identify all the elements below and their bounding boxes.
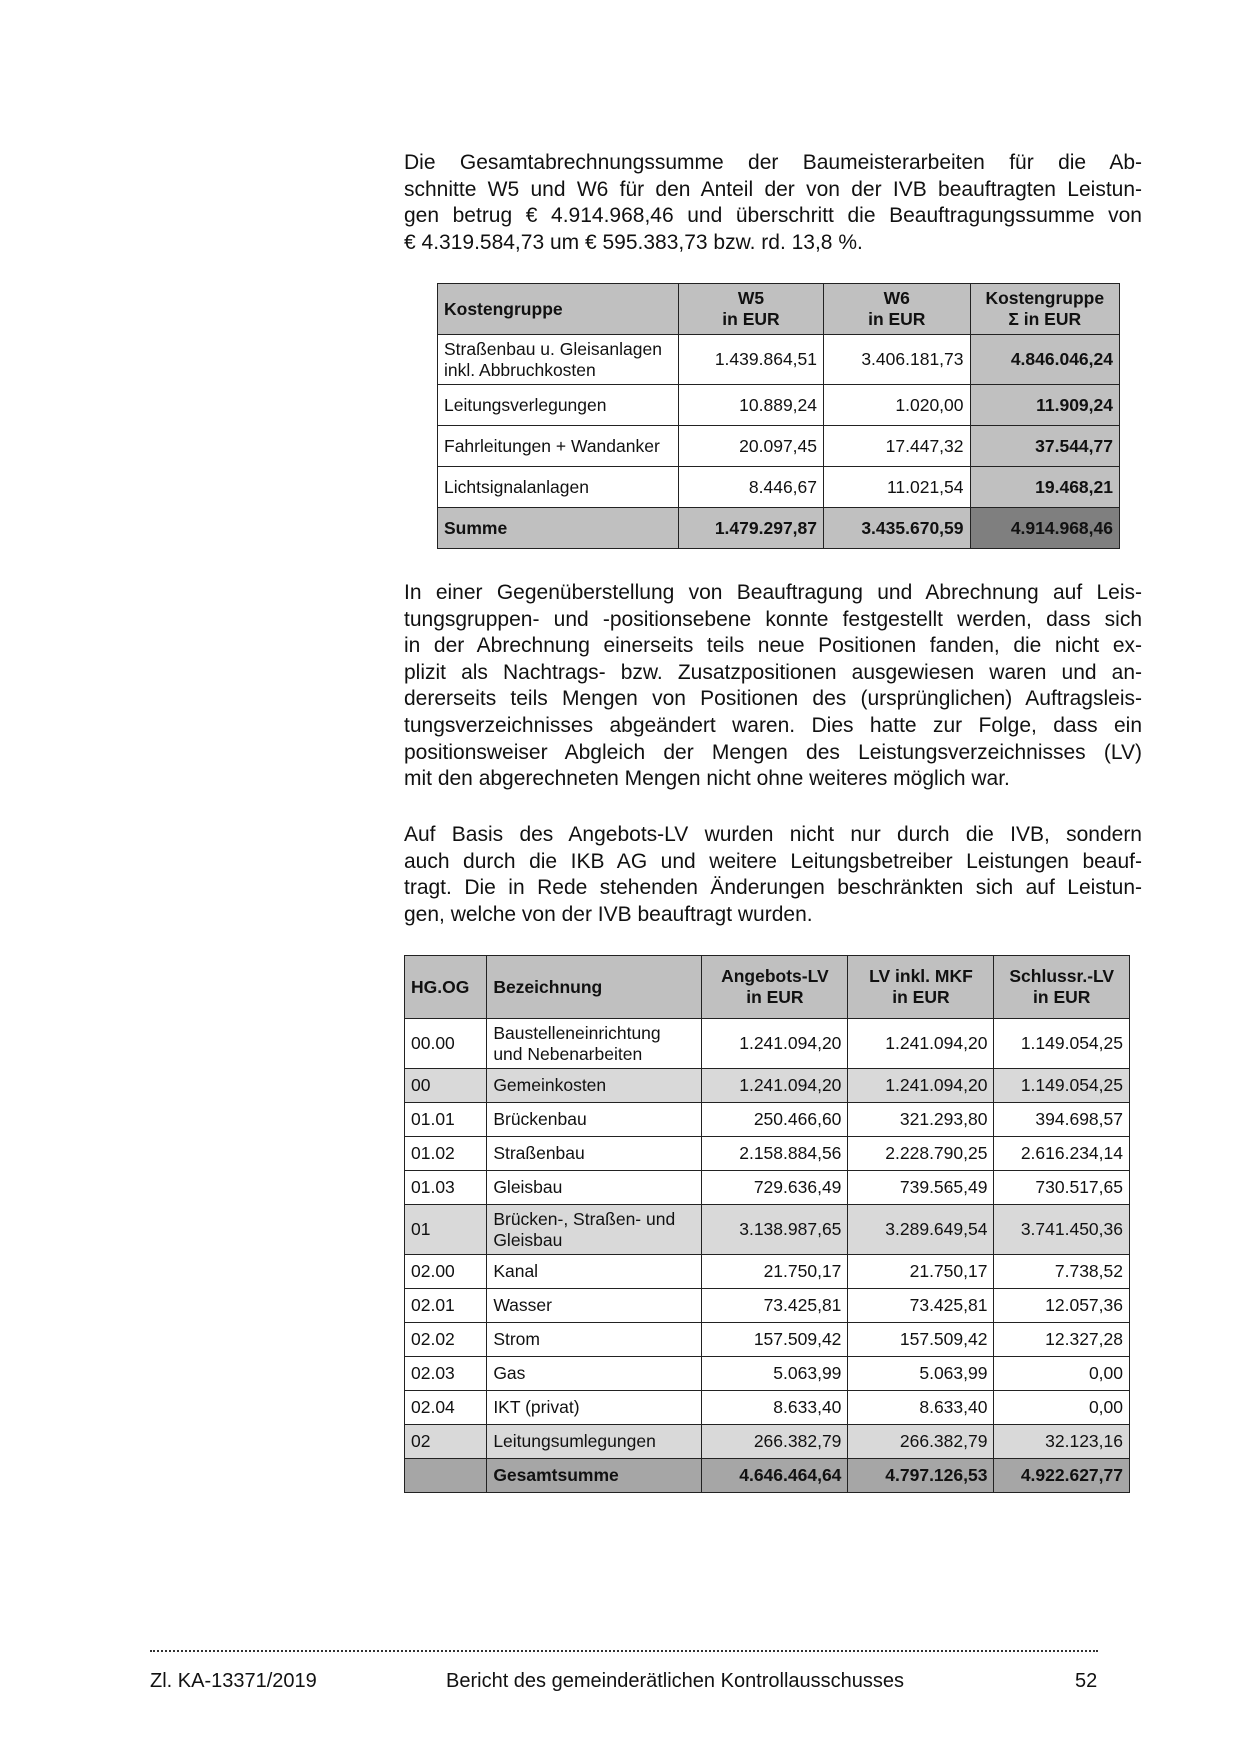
page-number: 52 — [1075, 1670, 1098, 1692]
cost-group-table — [437, 283, 1120, 549]
cell-text: 12.057,36 — [1045, 1295, 1123, 1315]
table-row — [405, 1357, 1130, 1391]
cell-text: in EUR — [746, 987, 804, 1007]
value-cell — [848, 1103, 994, 1137]
cell-text: 37.544,77 — [1035, 435, 1113, 456]
value-cell — [994, 1069, 1130, 1103]
total-cell — [848, 1459, 994, 1493]
cell-text: 5.063,99 — [773, 1363, 842, 1383]
column-header — [702, 956, 848, 1019]
paragraph-basis — [404, 822, 1142, 928]
code-cell — [405, 1323, 487, 1357]
cell-text: 4.646.464,64 — [739, 1465, 842, 1485]
cell-text: 02.03 — [411, 1363, 455, 1383]
name-cell — [487, 1019, 702, 1069]
cell-text: IKT (privat) — [493, 1397, 580, 1417]
cell-text: Wasser — [493, 1295, 552, 1315]
value-cell — [970, 467, 1119, 508]
cell-text: 1.241.094,20 — [739, 1075, 842, 1095]
text-line: In einer Gegenüberstellung von Beauftragung und Abrechnung auf Leis- — [404, 581, 1142, 604]
text-line: tragt. Die in Rede stehenden Änderungen beschränkten sich auf Leistun- — [404, 876, 1142, 900]
value-cell — [848, 1205, 994, 1255]
cell-text: Straßenbau u. Gleisanlagen — [444, 338, 662, 359]
text-line: tungsverzeichnisses abgeändert waren. Dies hatte zur Folge, dass ein — [404, 713, 1142, 737]
total-label — [487, 1459, 702, 1493]
table-row — [405, 1289, 1130, 1323]
cell-text: 11.909,24 — [1036, 394, 1113, 415]
cell-text: 157.509,42 — [753, 1329, 842, 1349]
value-cell — [702, 1137, 848, 1171]
name-cell — [487, 1103, 702, 1137]
table-row — [405, 1137, 1130, 1171]
cell-text: Bezeichnung — [493, 976, 603, 997]
text-line: auch durch die IKB AG und weitere Leitungsbetreiber Leistungen beauf- — [404, 849, 1142, 873]
row-label — [438, 335, 679, 385]
cell-text: Fahrleitungen + Wandanker — [444, 435, 660, 456]
cell-text: 3.741.450,36 — [1020, 1219, 1123, 1239]
cell-text: und Nebenarbeiten — [493, 1043, 643, 1064]
cell-text: 8.446,67 — [748, 476, 818, 497]
cell-text: Gemeinkosten — [493, 1075, 607, 1095]
cell-text: 394.698,57 — [1035, 1109, 1123, 1129]
value-cell — [702, 1425, 848, 1459]
code-cell — [405, 1425, 487, 1459]
cell-text: 01 — [411, 1219, 431, 1239]
cell-text: 266.382,79 — [753, 1431, 842, 1451]
value-cell — [848, 1425, 994, 1459]
code-cell — [405, 1357, 487, 1391]
cell-text: Baustelleneinrichtung — [493, 1022, 661, 1043]
code-cell — [405, 1459, 487, 1493]
paragraph-comparison — [404, 580, 1142, 793]
header-row — [438, 284, 1120, 335]
text-line: dererseits teils Mengen von Positionen des (ursprünglichen) Auftragsleis- — [404, 687, 1142, 711]
total-cell — [824, 508, 971, 549]
value-cell — [994, 1391, 1130, 1425]
table-row — [405, 1323, 1130, 1357]
cell-text: 00.00 — [411, 1033, 455, 1053]
value-cell — [702, 1323, 848, 1357]
column-header — [824, 284, 971, 335]
cell-text: Kostengruppe — [444, 298, 563, 319]
cell-text: 02.02 — [411, 1329, 455, 1349]
footer-reference: Zl. KA-13371/2019 — [150, 1670, 317, 1692]
value-cell — [824, 385, 971, 426]
total-cell — [678, 508, 823, 549]
value-cell — [848, 1391, 994, 1425]
cell-text: Brückenbau — [493, 1109, 587, 1129]
code-cell — [405, 1171, 487, 1205]
cell-text: 20.097,45 — [739, 435, 818, 456]
cell-text: 8.633,40 — [919, 1397, 988, 1417]
cell-text: 11.021,54 — [886, 476, 964, 497]
cell-text: Leitungsverlegungen — [444, 394, 607, 415]
table-row — [405, 1103, 1130, 1137]
value-cell — [702, 1069, 848, 1103]
cell-text: 4.922.627,77 — [1020, 1465, 1123, 1485]
cell-text: 00 — [411, 1075, 431, 1095]
cell-text: 739.565,49 — [899, 1177, 988, 1197]
cell-text: 2.228.790,25 — [885, 1143, 988, 1163]
table-row — [438, 385, 1120, 426]
cell-text: Gas — [493, 1363, 526, 1383]
value-cell — [994, 1103, 1130, 1137]
text-line: in der Abrechnung einerseits teils neue Positionen fanden, die nicht ex- — [404, 634, 1142, 658]
cell-text: Summe — [444, 517, 508, 538]
cell-text: 01.01 — [411, 1109, 455, 1129]
value-cell — [824, 335, 971, 385]
code-cell — [405, 1289, 487, 1323]
value-cell — [848, 1357, 994, 1391]
cell-text: Angebots-LV — [721, 966, 829, 986]
value-cell — [994, 1137, 1130, 1171]
row-label — [438, 426, 679, 467]
code-cell — [405, 1255, 487, 1289]
text-line: € 4.319.584,73 um € 595.383,73 bzw. rd. 13,8 %. — [404, 230, 863, 254]
cell-text: 2.616.234,14 — [1020, 1143, 1123, 1163]
text-line: plizit als Nachtrags- bzw. Zusatzpositionen ausgewiesen waren und an- — [404, 660, 1142, 684]
cell-text: 73.425,81 — [763, 1295, 842, 1315]
column-header — [678, 284, 823, 335]
code-cell — [405, 1137, 487, 1171]
value-cell — [824, 467, 971, 508]
table-row — [405, 1019, 1130, 1069]
text-line: gen, welche von der IVB beauftragt wurden. — [404, 902, 813, 926]
cell-text: in EUR — [722, 309, 780, 329]
value-cell — [678, 426, 823, 467]
total-cell — [970, 508, 1119, 549]
value-cell — [848, 1019, 994, 1069]
cell-text: 0,00 — [1088, 1363, 1123, 1383]
cell-text: Gleisbau — [493, 1229, 563, 1250]
cell-text: 02.00 — [411, 1261, 455, 1281]
footer-title: Bericht des gemeinderätlichen Kontrollausschusses — [446, 1670, 905, 1692]
column-header — [487, 956, 702, 1019]
cell-text: 01.02 — [411, 1143, 455, 1163]
cell-text: 266.382,79 — [899, 1431, 988, 1451]
cell-text: 730.517,65 — [1035, 1177, 1123, 1197]
cell-text: 1.241.094,20 — [885, 1075, 988, 1095]
cell-text: 0,00 — [1088, 1397, 1123, 1417]
total-row — [405, 1459, 1130, 1493]
cell-text: 1.439.864,51 — [714, 349, 818, 369]
lv-comparison-table — [404, 955, 1130, 1493]
cell-text: 1.149.054,25 — [1020, 1033, 1123, 1053]
cell-text: 5.063,99 — [919, 1363, 988, 1383]
cell-text: 7.738,52 — [1054, 1261, 1123, 1281]
value-cell — [970, 426, 1119, 467]
value-cell — [702, 1255, 848, 1289]
cell-text: Brücken-, Straßen- und — [493, 1208, 676, 1229]
cell-text: inkl. Abbruchkosten — [444, 359, 596, 380]
text-line: Auf Basis des Angebots-LV wurden nicht nur durch die IVB, sondern — [404, 823, 1142, 846]
value-cell — [848, 1255, 994, 1289]
name-cell — [487, 1069, 702, 1103]
text-line: gen betrug € 4.914.968,46 und überschritt die Beauftragungssumme von — [404, 204, 1142, 228]
text-line: Die Gesamtabrechnungssumme der Baumeisterarbeiten für die Ab- — [404, 151, 1142, 174]
cell-text: 321.293,80 — [899, 1109, 988, 1129]
value-cell — [994, 1255, 1130, 1289]
value-cell — [994, 1205, 1130, 1255]
row-label — [438, 467, 679, 508]
row-label — [438, 385, 679, 426]
cell-text: 8.633,40 — [773, 1397, 842, 1417]
cell-text: 32.123,16 — [1045, 1431, 1123, 1451]
cell-text: 1.241.094,20 — [885, 1033, 988, 1053]
cell-text: Kanal — [493, 1261, 539, 1281]
value-cell — [678, 385, 823, 426]
cell-text: in EUR — [868, 309, 926, 329]
value-cell — [678, 467, 823, 508]
value-cell — [702, 1103, 848, 1137]
value-cell — [702, 1019, 848, 1069]
table-row — [405, 1069, 1130, 1103]
text-line: mit den abgerechneten Mengen nicht ohne weiteres möglich war. — [404, 767, 1010, 791]
name-cell — [487, 1205, 702, 1255]
cell-text: W5 — [737, 288, 765, 308]
value-cell — [848, 1069, 994, 1103]
name-cell — [487, 1391, 702, 1425]
table-row — [438, 467, 1120, 508]
value-cell — [994, 1323, 1130, 1357]
value-cell — [848, 1171, 994, 1205]
total-cell — [994, 1459, 1130, 1493]
value-cell — [994, 1357, 1130, 1391]
name-cell — [487, 1171, 702, 1205]
cell-text: 12.327,28 — [1045, 1329, 1123, 1349]
text-line: schnitte W5 und W6 für den Anteil der von der IVB beauftragten Leistun- — [404, 177, 1142, 201]
cell-text: 2.158.884,56 — [739, 1143, 842, 1163]
cell-text: Gleisbau — [493, 1177, 563, 1197]
column-header — [848, 956, 994, 1019]
cell-text: 73.425,81 — [909, 1295, 988, 1315]
cell-text: 4.797.126,53 — [885, 1465, 988, 1485]
total-cell — [702, 1459, 848, 1493]
name-cell — [487, 1289, 702, 1323]
cell-text: 02 — [411, 1431, 431, 1451]
table-row — [405, 1255, 1130, 1289]
value-cell — [994, 1425, 1130, 1459]
value-cell — [702, 1391, 848, 1425]
cell-text: 1.149.054,25 — [1020, 1075, 1123, 1095]
cell-text: 3.138.987,65 — [739, 1219, 842, 1239]
column-header — [994, 956, 1130, 1019]
cell-text: Lichtsignalanlagen — [444, 476, 589, 497]
column-header — [970, 284, 1119, 335]
value-cell — [702, 1289, 848, 1323]
table-row — [438, 426, 1120, 467]
cell-text: Σ in EUR — [1008, 309, 1082, 329]
cell-text: LV inkl. MKF — [869, 966, 973, 986]
value-cell — [678, 335, 823, 385]
cell-text: 157.509,42 — [899, 1329, 988, 1349]
cell-text: 3.289.649,54 — [885, 1219, 988, 1239]
cell-text: 21.750,17 — [763, 1261, 842, 1281]
table-row — [405, 1205, 1130, 1255]
cell-text: 01.03 — [411, 1177, 455, 1197]
name-cell — [487, 1255, 702, 1289]
value-cell — [702, 1357, 848, 1391]
cell-text: 10.889,24 — [739, 394, 818, 415]
cell-text: 4.846.046,24 — [1010, 349, 1113, 369]
total-cell — [438, 508, 679, 549]
footer-divider — [150, 1650, 1098, 1652]
cell-text: in EUR — [892, 987, 950, 1007]
paragraph-summary — [404, 150, 1142, 256]
cell-text: Schlussr.-LV — [1009, 966, 1115, 986]
value-cell — [994, 1289, 1130, 1323]
cell-text: 02.01 — [411, 1295, 455, 1315]
value-cell — [702, 1205, 848, 1255]
code-cell — [405, 1103, 487, 1137]
cell-text: Strom — [493, 1329, 540, 1349]
cell-text: Leitungsumlegungen — [493, 1431, 656, 1451]
name-cell — [487, 1137, 702, 1171]
code-cell — [405, 1069, 487, 1103]
value-cell — [824, 426, 971, 467]
cell-text: 17.447,32 — [885, 435, 964, 456]
cell-text: 4.914.968,46 — [1010, 517, 1113, 538]
column-header — [438, 284, 679, 335]
cell-text: 729.636,49 — [753, 1177, 842, 1197]
table-row — [438, 335, 1120, 385]
code-cell — [405, 1391, 487, 1425]
header-row — [405, 956, 1130, 1019]
cell-text: 1.020,00 — [895, 394, 964, 415]
cell-text: W6 — [883, 288, 910, 308]
value-cell — [848, 1289, 994, 1323]
table-row — [405, 1425, 1130, 1459]
text-line: tungsgruppen- und -positionsebene konnte festgestellt werden, dass sich — [404, 607, 1142, 631]
cell-text: HG.OG — [411, 976, 470, 997]
value-cell — [848, 1323, 994, 1357]
code-cell — [405, 1205, 487, 1255]
column-header — [405, 956, 487, 1019]
name-cell — [487, 1357, 702, 1391]
value-cell — [970, 385, 1119, 426]
name-cell — [487, 1425, 702, 1459]
cell-text: Straßenbau — [493, 1143, 585, 1163]
value-cell — [702, 1171, 848, 1205]
cell-text: Gesamtsumme — [493, 1465, 619, 1485]
cell-text: 1.241.094,20 — [739, 1033, 842, 1053]
table-row — [405, 1171, 1130, 1205]
cell-text: 19.468,21 — [1035, 476, 1113, 497]
total-row — [438, 508, 1120, 549]
cell-text: 3.406.181,73 — [861, 349, 964, 369]
cell-text: Kostengruppe — [985, 288, 1105, 308]
table-row — [405, 1391, 1130, 1425]
cell-text: 02.04 — [411, 1397, 455, 1417]
code-cell — [405, 1019, 487, 1069]
value-cell — [994, 1171, 1130, 1205]
cell-text: 1.479.297,87 — [714, 517, 818, 538]
value-cell — [970, 335, 1119, 385]
cell-text: 3.435.670,59 — [861, 517, 964, 538]
cell-text: 21.750,17 — [909, 1261, 988, 1281]
text-line: positionsweiser Abgleich der Mengen des Leistungsverzeichnisses (LV) — [404, 740, 1142, 764]
cell-text: in EUR — [1033, 987, 1091, 1007]
value-cell — [848, 1137, 994, 1171]
cell-text: 250.466,60 — [753, 1109, 842, 1129]
value-cell — [994, 1019, 1130, 1069]
name-cell — [487, 1323, 702, 1357]
